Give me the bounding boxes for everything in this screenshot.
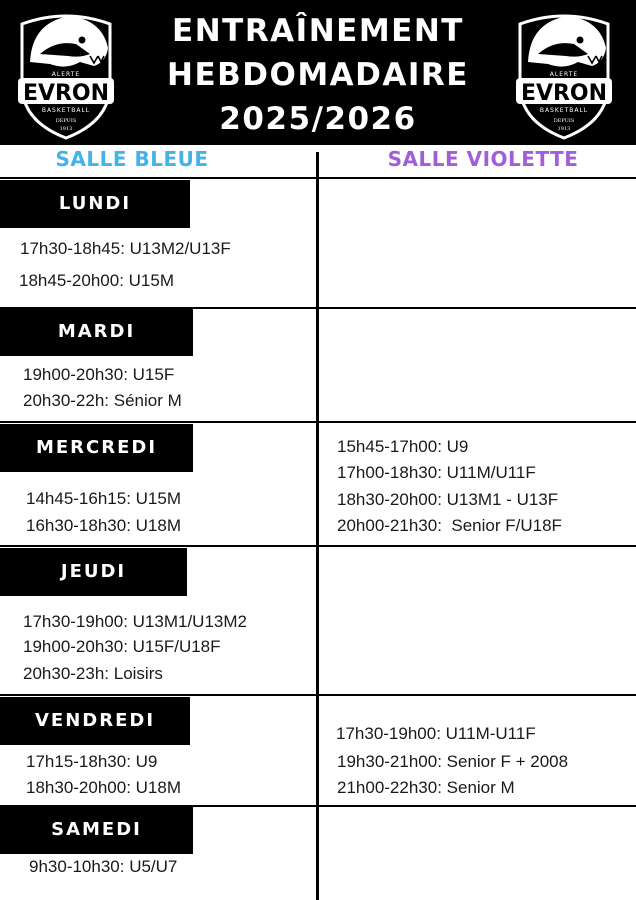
slot-mercredi-violette-3: 18h30-20h00: U13M1 - U13F: [337, 490, 559, 509]
row-divider: [0, 177, 636, 179]
slot-mercredi-violette-4: 20h00-21h30: Senior F/U18F: [337, 516, 562, 535]
logo-alerte-text: ALERTE: [549, 71, 579, 78]
club-logo-right: [508, 4, 620, 142]
logo-year-text: 1913: [59, 126, 73, 132]
row-divider: [0, 694, 636, 696]
club-logo-left: [10, 4, 122, 142]
slot-vendredi-bleue-1: 17h15-18h30: U9: [26, 752, 158, 771]
row-divider: [0, 545, 636, 547]
slot-vendredi-violette-3: 21h00-22h30: Senior M: [337, 778, 515, 797]
slot-mercredi-bleue-2: 16h30-18h30: U18M: [26, 516, 182, 535]
slot-lundi-bleue-2: 18h45-20h00: U15M: [19, 271, 175, 290]
header-band: [0, 0, 636, 145]
slot-vendredi-violette-2: 19h30-21h00: Senior F + 2008: [337, 752, 569, 771]
logo-year-text: 1913: [557, 126, 571, 132]
slot-vendredi-violette-1: 17h30-19h00: U11M-U11F: [336, 724, 536, 743]
day-label-mercredi: MERCREDI: [0, 424, 193, 472]
column-header-salle-violette: SALLE VIOLETTE: [387, 147, 579, 171]
logo-evron-text: EVRON: [520, 81, 608, 106]
slot-jeudi-bleue-3: 20h30-23h: Loisirs: [23, 664, 163, 683]
slot-lundi-bleue-1: 17h30-18h45: U13M2/U13F: [20, 239, 231, 258]
column-header-salle-bleue: SALLE BLEUE: [55, 147, 209, 171]
title-line-3: 2025/2026: [219, 101, 417, 137]
logo-basketball-text: BASKETBALL: [41, 107, 91, 114]
slot-jeudi-bleue-1: 17h30-19h00: U13M1/U13M2: [23, 612, 247, 631]
column-divider: [316, 152, 319, 900]
day-label-lundi: LUNDI: [0, 180, 190, 228]
day-label-mardi: MARDI: [0, 308, 193, 356]
slot-samedi-bleue-1: 9h30-10h30: U5/U7: [29, 857, 178, 876]
slot-mercredi-violette-1: 15h45-17h00: U9: [337, 437, 469, 456]
title-line-1: ENTRAÎNEMENT: [172, 13, 464, 49]
row-divider: [0, 421, 636, 423]
logo-alerte-text: ALERTE: [51, 71, 81, 78]
title-line-2: HEBDOMADAIRE: [167, 57, 469, 93]
slot-vendredi-bleue-2: 18h30-20h00: U18M: [26, 778, 182, 797]
slot-mercredi-bleue-1: 14h45-16h15: U15M: [26, 489, 182, 508]
slot-mardi-bleue-2: 20h30-22h: Sénior M: [23, 391, 182, 410]
logo-depuis-text: DEPUIS: [553, 118, 575, 124]
logo-depuis-text: DEPUIS: [55, 118, 77, 124]
logo-evron-text: EVRON: [22, 81, 110, 106]
slot-mercredi-violette-2: 17h00-18h30: U11M/U11F: [337, 463, 536, 482]
slot-jeudi-bleue-2: 19h00-20h30: U15F/U18F: [23, 637, 221, 656]
day-label-vendredi: VENDREDI: [0, 697, 190, 745]
day-label-jeudi: JEUDI: [0, 548, 187, 596]
slot-mardi-bleue-1: 19h00-20h30: U15F: [23, 365, 175, 384]
logo-basketball-text: BASKETBALL: [539, 107, 589, 114]
day-label-samedi: SAMEDI: [0, 806, 193, 854]
